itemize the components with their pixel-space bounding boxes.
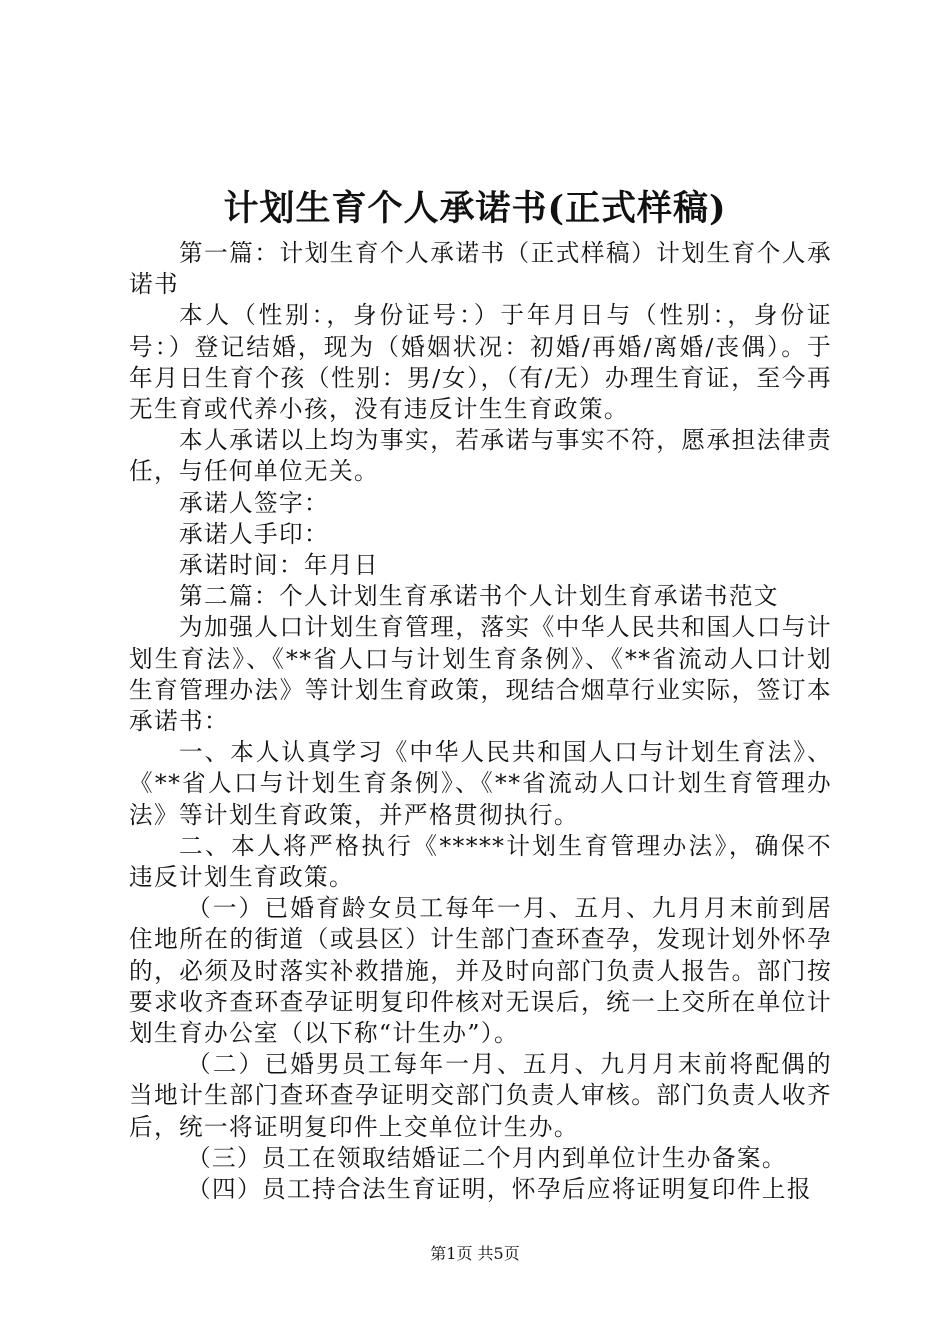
paragraph-commitment-statement: 本人承诺以上均为事实，若承诺与事实不符，愿承担法律责任，与任何单位无关。 (129, 426, 832, 486)
paragraph-purpose: 为加强人口计划生育管理，落实《中华人民共和国人口与计划生育法》、《**省人口与计划生育条例》、《**省流动人口计划生育管理办法》等计划生育政策，现结合烟草行业实际，签订本承诺书： (129, 613, 832, 736)
date-line: 承诺时间：年月日 (179, 551, 379, 580)
signature-line: 承诺人签字： (179, 488, 329, 517)
document-title: 计划生育个人承诺书(正式样稿) (223, 188, 727, 229)
paragraph-subitem-four: （四）员工持合法生育证明，怀孕后应将证明复印件上报 (187, 1175, 812, 1204)
paragraph-subitem-one: （一）已婚育龄女员工每年一月、五月、九月月末前到居住地所在的街道（或县区）计生部门查环查孕，发现计划外怀孕的，必须及时落实补救措施，并及时向部门负责人报告。部门按要求收齐查环查孕证明复印件核对无误后，统一上交所在单位计划生育办公室（以下称“计生办”）。 (129, 894, 832, 1048)
paragraph-marriage-info: 本人（性别：，身份证号：）于年月日与（性别：，身份证号：）登记结婚，现为（婚姻状况：初婚/再婚/离婚/丧偶）。于年月日生育个孩（性别：男/女），（有/无）办理生育证，至今再无生育或代养小孩，没有违反计生生育政策。 (129, 301, 832, 424)
paragraph-item-one: 一、本人认真学习《中华人民共和国人口与计划生育法》、《**省人口与计划生育条例》、《**省流动人口计划生育管理办法》等计划生育政策，并严格贯彻执行。 (129, 738, 832, 829)
paragraph-subitem-three: （三）员工在领取结婚证二个月内到单位计生办备案。 (187, 1143, 787, 1172)
page-footer: 第1页 共5页 (430, 1244, 520, 1263)
document-body (129, 238, 832, 1205)
paragraph-part-one-heading: 第一篇：计划生育个人承诺书（正式样稿）计划生育个人承诺书 (129, 239, 832, 299)
fingerprint-line: 承诺人手印： (179, 519, 329, 548)
paragraph-part-two-heading: 第二篇：个人计划生育承诺书个人计划生育承诺书范文 (179, 582, 779, 611)
paragraph-item-two: 二、本人将严格执行《*****计划生育管理办法》，确保不违反计划生育政策。 (129, 831, 832, 892)
paragraph-subitem-two: （二）已婚男员工每年一月、五月、九月月末前将配偶的当地计生部门查环查孕证明交部门负责人审核。部门负责人收齐后，统一将证明复印件上交单位计生办。 (129, 1050, 832, 1141)
